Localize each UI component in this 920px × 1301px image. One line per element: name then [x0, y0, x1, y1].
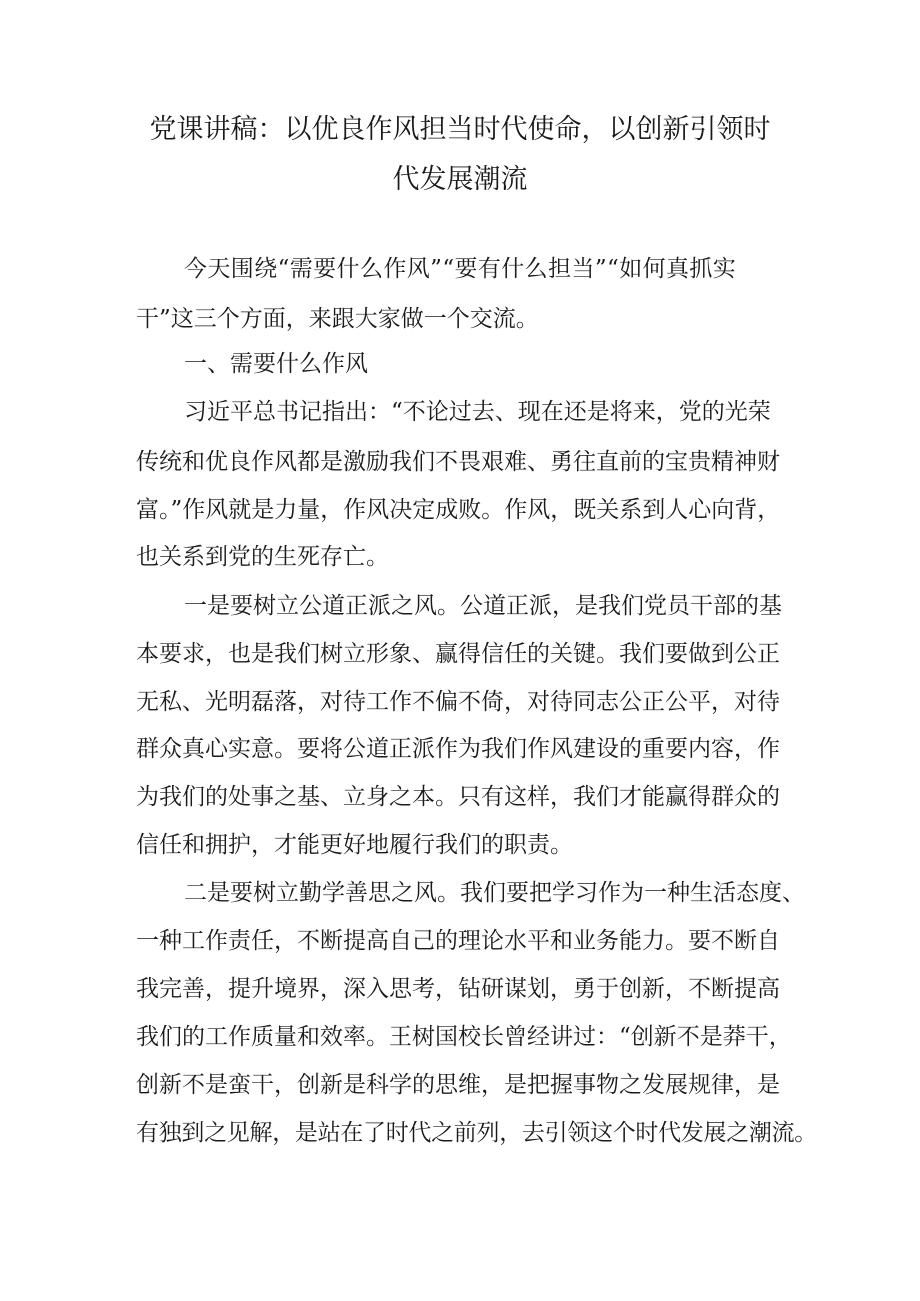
- paragraph-quote-line-2: 传统和优良作风都是激励我们不畏艰难、勇往直前的宝贵精神财: [136, 449, 780, 475]
- paragraph-point-2-line-3: 我完善，提升境界，深入思考，钻研谋划，勇于创新，不断提高: [136, 976, 780, 1002]
- paragraph-intro-line-1: 今天围绕“需要什么作风”“要有什么担当”“如何真抓实: [184, 256, 737, 282]
- paragraph-point-2-line-4: 我们的工作质量和效率。王树国校长曾经讲过：“创新不是莽干，: [136, 1024, 792, 1050]
- paragraph-point-2-line-2: 一种工作责任，不断提高自己的理论水平和业务能力。要不断自: [136, 928, 780, 954]
- document-title-line-2: 代发展潮流: [392, 164, 528, 195]
- paragraph-point-2-line-5: 创新不是蛮干，创新是科学的思维，是把握事物之发展规律，是: [136, 1072, 780, 1098]
- paragraph-point-1-line-6: 信任和拥护，才能更好地履行我们的职责。: [136, 832, 573, 858]
- paragraph-point-1-line-3: 无私、光明磊落，对待工作不偏不倚，对待同志公正公平，对待: [136, 689, 780, 715]
- paragraph-point-1-line-2: 本要求，也是我们树立形象、赢得信任的关键。我们要做到公正: [136, 641, 780, 667]
- paragraph-intro-line-2: 干”这三个方面，来跟大家做一个交流。: [136, 306, 539, 332]
- paragraph-quote-line-1: 习近平总书记指出：“不论过去、现在还是将来，党的光荣: [184, 399, 771, 425]
- paragraph-point-1-line-4: 群众真心实意。要将公道正派作为我们作风建设的重要内容，作: [136, 736, 780, 762]
- paragraph-point-2-line-1: 二是要树立勤学善思之风。我们要把学习作为一种生活态度、: [184, 880, 805, 906]
- paragraph-quote-line-4: 也关系到党的生死存亡。: [136, 544, 389, 570]
- paragraph-point-1-line-1: 一是要树立公道正派之风。公道正派，是我们党员干部的基: [184, 593, 782, 619]
- section-heading-1: 一、需要什么作风: [184, 351, 368, 377]
- paragraph-quote-line-3: 富。”作风就是力量，作风决定成败。作风，既关系到人心向背，: [136, 497, 781, 523]
- paragraph-point-2-line-6: 有独到之见解，是站在了时代之前列，去引领这个时代发展之潮流。: [136, 1120, 818, 1146]
- document-title-line-1: 党课讲稿：以优良作风担当时代使命，以创新引领时: [149, 114, 771, 145]
- paragraph-point-1-line-5: 为我们的处事之基、立身之本。只有这样，我们才能赢得群众的: [136, 784, 780, 810]
